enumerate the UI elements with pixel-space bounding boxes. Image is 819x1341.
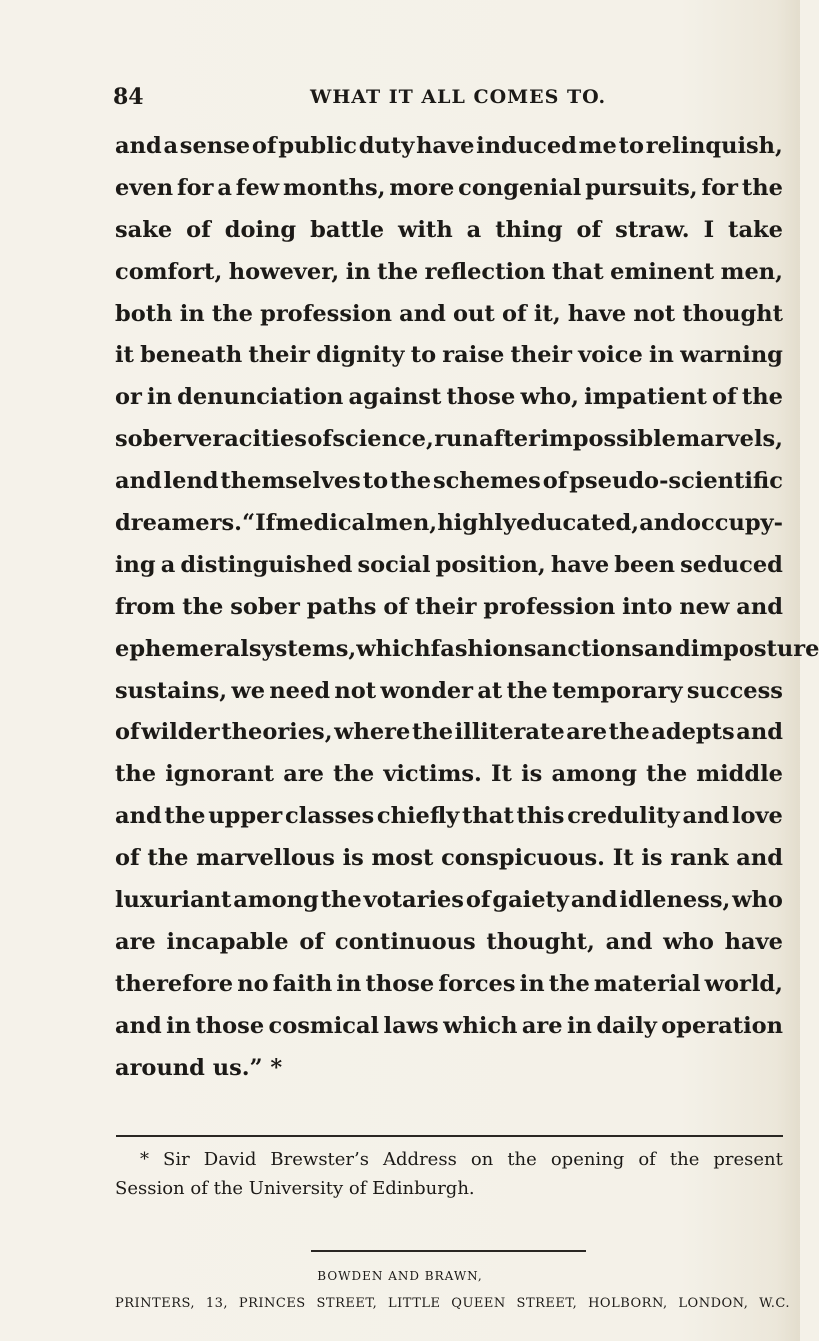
text-line: sober veracities of science, run after impossible marvels, xyxy=(115,426,783,453)
text-line: it beneath their dignity to raise their voice in warning xyxy=(115,342,783,369)
text-line: comfort, however, in the reflection that eminent men, xyxy=(115,258,783,285)
footnote-rule xyxy=(116,1135,783,1137)
body-text xyxy=(115,126,819,1089)
text-line: around us.” * xyxy=(115,1054,283,1081)
text-line: dreamers. “If medical men, highly educated, and occupy- xyxy=(115,510,783,537)
text-line: or in denunciation against those who, impatient of the xyxy=(115,384,783,411)
text-line: therefore no faith in those forces in the material world, xyxy=(115,970,783,997)
printer-name: BOWDEN AND BRAWN, xyxy=(317,1269,483,1283)
text-line: from the sober paths of their profession into new and xyxy=(115,593,783,620)
running-head: WHAT IT ALL COMES TO. xyxy=(310,86,607,108)
text-line: of the marvellous is most conspicuous. It is rank and xyxy=(115,845,783,872)
text-line: the ignorant are the victims. It is among the middle xyxy=(115,761,783,788)
text-line: ing a distinguished social position, have been seduced xyxy=(115,551,783,578)
text-line: are incapable of continuous thought, and who have xyxy=(115,928,783,955)
page-number: 84 xyxy=(113,84,144,110)
text-line: sake of doing battle with a thing of straw. I take xyxy=(115,216,783,243)
imprint-rule xyxy=(311,1250,586,1252)
text-line: and the upper classes chiefly that this credulity and love xyxy=(115,803,783,830)
text-line: ephemeral systems, which fashion sanctions and imposture xyxy=(115,635,819,662)
text-line: and lend themselves to the schemes of pseudo-scientific xyxy=(115,468,783,495)
page-header xyxy=(113,84,793,112)
footnote xyxy=(115,1145,783,1203)
printer-address: PRINTERS, 13, PRINCES STREET, LITTLE QUEEN STREET, HOLBORN, LONDON, W.C. xyxy=(115,1296,790,1311)
text-line: and a sense of public duty have induced me to relinquish, xyxy=(115,133,783,159)
footnote-line: * Sir David Brewster’s Address on the opening of the present xyxy=(140,1149,783,1170)
text-line: and in those cosmical laws which are in daily operation xyxy=(115,1012,783,1039)
text-line: even for a few months, more congenial pursuits, for the xyxy=(115,174,783,201)
text-line: both in the profession and out of it, have not thought xyxy=(115,300,783,327)
text-line: sustains, we need not wonder at the temporary success xyxy=(115,677,783,704)
footnote-line: Session of the University of Edinburgh. xyxy=(115,1178,475,1199)
text-line: luxuriant among the votaries of gaiety and idleness, who xyxy=(115,887,783,914)
text-line: of wilder theories, where the illiterate are the adepts and xyxy=(115,719,783,746)
